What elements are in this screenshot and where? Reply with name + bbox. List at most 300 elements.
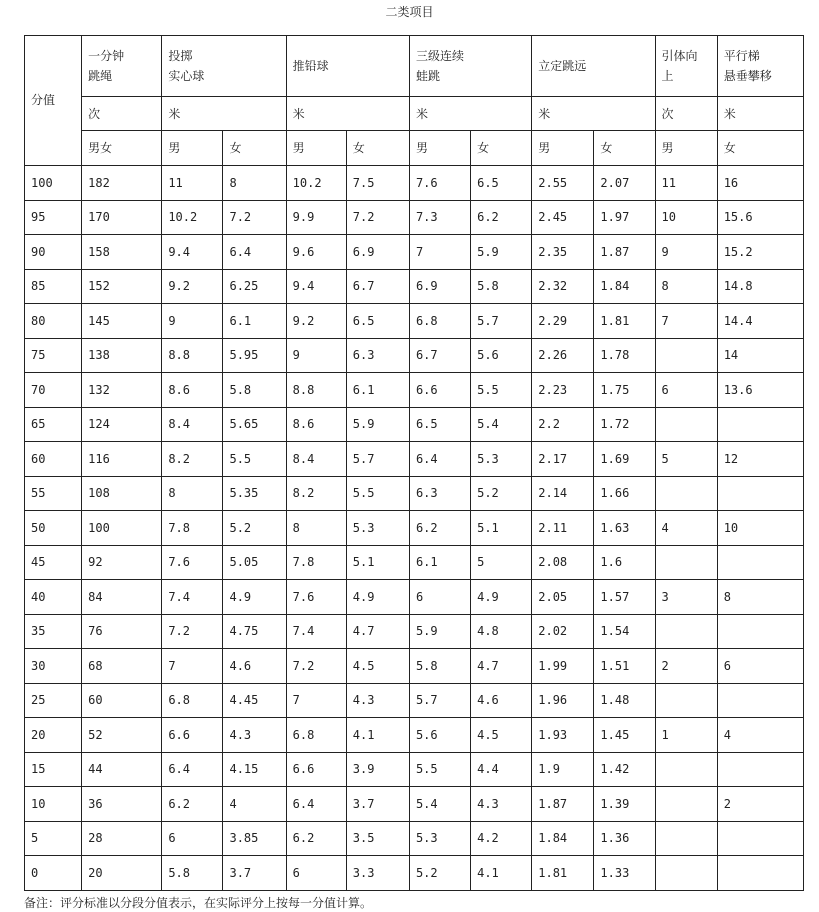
table-cell: 8 <box>286 511 346 546</box>
table-cell: 10.2 <box>286 166 346 201</box>
event-header-line: 蛙跳 <box>415 69 440 83</box>
table-cell: 6 <box>286 856 346 891</box>
table-cell: 6 <box>655 373 717 408</box>
table-cell: 1.54 <box>594 614 655 649</box>
table-cell: 5.2 <box>223 511 286 546</box>
event-header-line: 悬垂攀移 <box>723 69 772 83</box>
table-cell: 7.2 <box>223 200 286 235</box>
table-row <box>25 649 804 684</box>
table-cell: 5.2 <box>471 476 532 511</box>
header-row-genders <box>25 131 804 166</box>
table-row <box>25 683 804 718</box>
table-cell: 5.4 <box>409 787 470 822</box>
table-cell: 4.15 <box>223 752 286 787</box>
table-row <box>25 476 804 511</box>
table-cell <box>717 683 803 718</box>
table-row <box>25 166 804 201</box>
table-cell: 5.7 <box>346 442 409 477</box>
table-cell: 9 <box>286 338 346 373</box>
table-cell: 4.7 <box>346 614 409 649</box>
table-cell: 4 <box>655 511 717 546</box>
footnote: 备注：评分标准以分段分值表示，在实际评分上按每一分值计算。 <box>24 896 373 910</box>
table-cell: 5.2 <box>409 856 470 891</box>
table-cell: 7.4 <box>162 580 223 615</box>
table-cell <box>717 407 803 442</box>
table-row <box>25 511 804 546</box>
table-cell: 2.35 <box>532 235 594 270</box>
score-cell: 95 <box>25 200 82 235</box>
table-cell: 2.11 <box>532 511 594 546</box>
table-cell: 6.3 <box>409 476 470 511</box>
table-cell: 7 <box>162 649 223 684</box>
event-header-pull-up <box>655 36 717 97</box>
table-cell: 2.32 <box>532 269 594 304</box>
table-row <box>25 821 804 856</box>
table-cell: 5 <box>655 442 717 477</box>
table-cell: 5.4 <box>471 407 532 442</box>
event-header-line: 上 <box>661 69 674 83</box>
unit-cell: 米 <box>409 97 531 131</box>
table-row <box>25 856 804 891</box>
unit-cell: 米 <box>532 97 655 131</box>
score-cell: 50 <box>25 511 82 546</box>
table-cell: 3 <box>655 580 717 615</box>
table-cell: 7 <box>286 683 346 718</box>
score-cell: 80 <box>25 304 82 339</box>
table-cell: 9.2 <box>162 269 223 304</box>
gender-cell: 女 <box>594 131 655 166</box>
table-cell <box>717 821 803 856</box>
table-cell: 6.6 <box>409 373 470 408</box>
table-cell: 4.3 <box>471 787 532 822</box>
table-cell: 158 <box>82 235 162 270</box>
table-cell: 4.6 <box>223 649 286 684</box>
table-cell: 6.9 <box>346 235 409 270</box>
table-cell: 7.6 <box>162 545 223 580</box>
table-cell: 1.42 <box>594 752 655 787</box>
gender-cell: 男 <box>655 131 717 166</box>
gender-cell: 男 <box>409 131 470 166</box>
table-cell: 1.39 <box>594 787 655 822</box>
table-cell: 9.2 <box>286 304 346 339</box>
table-cell: 2.08 <box>532 545 594 580</box>
table-cell: 44 <box>82 752 162 787</box>
score-cell: 20 <box>25 718 82 753</box>
table-cell: 3.7 <box>223 856 286 891</box>
unit-cell: 次 <box>655 97 717 131</box>
table-cell: 7.8 <box>162 511 223 546</box>
table-cell: 182 <box>82 166 162 201</box>
table-row <box>25 614 804 649</box>
table-cell: 1.78 <box>594 338 655 373</box>
table-cell: 1.45 <box>594 718 655 753</box>
event-header-line: 投掷 <box>168 49 193 63</box>
table-cell: 92 <box>82 545 162 580</box>
table-cell <box>655 545 717 580</box>
table-cell: 14.8 <box>717 269 803 304</box>
table-cell: 16 <box>717 166 803 201</box>
table-row <box>25 373 804 408</box>
score-header: 分值 <box>25 36 82 166</box>
table-cell: 4.5 <box>346 649 409 684</box>
score-cell: 55 <box>25 476 82 511</box>
table-cell: 15.6 <box>717 200 803 235</box>
table-cell: 2 <box>717 787 803 822</box>
table-cell <box>655 683 717 718</box>
gender-cell: 女 <box>346 131 409 166</box>
table-cell: 6.25 <box>223 269 286 304</box>
table-cell: 3.85 <box>223 821 286 856</box>
table-cell: 5.8 <box>409 649 470 684</box>
table-cell: 5.5 <box>223 442 286 477</box>
table-cell: 5.9 <box>346 407 409 442</box>
table-cell: 4.6 <box>471 683 532 718</box>
table-cell: 4.9 <box>471 580 532 615</box>
table-cell: 8 <box>223 166 286 201</box>
table-cell: 8.2 <box>286 476 346 511</box>
table-row <box>25 752 804 787</box>
table-cell <box>655 338 717 373</box>
table-cell: 8.2 <box>162 442 223 477</box>
table-cell: 1.87 <box>532 787 594 822</box>
table-cell: 4.8 <box>471 614 532 649</box>
table-cell <box>717 476 803 511</box>
table-cell: 7.6 <box>409 166 470 201</box>
event-header-line: 立定跳远 <box>538 59 587 73</box>
table-row <box>25 304 804 339</box>
table-cell <box>655 407 717 442</box>
gender-cell: 女 <box>223 131 286 166</box>
table-row <box>25 787 804 822</box>
event-header-line: 引体向 <box>661 49 698 63</box>
score-cell: 0 <box>25 856 82 891</box>
table-cell: 2.17 <box>532 442 594 477</box>
table-cell: 6.5 <box>409 407 470 442</box>
table-cell: 7.2 <box>162 614 223 649</box>
table-cell: 6.8 <box>409 304 470 339</box>
table-cell: 1.57 <box>594 580 655 615</box>
table-cell: 1.87 <box>594 235 655 270</box>
table-cell: 1.99 <box>532 649 594 684</box>
gender-cell: 男 <box>286 131 346 166</box>
table-cell: 6.7 <box>346 269 409 304</box>
table-cell: 124 <box>82 407 162 442</box>
table-cell: 5.5 <box>471 373 532 408</box>
table-cell <box>655 614 717 649</box>
table-cell: 1.84 <box>594 269 655 304</box>
table-cell: 3.9 <box>346 752 409 787</box>
event-header-long-jump <box>532 36 655 97</box>
event-header-ladder <box>717 36 803 97</box>
table-cell: 9 <box>655 235 717 270</box>
table-cell: 2.29 <box>532 304 594 339</box>
gender-cell: 男女 <box>82 131 162 166</box>
table-cell: 5.35 <box>223 476 286 511</box>
header-row-units <box>25 97 804 131</box>
table-cell: 2.45 <box>532 200 594 235</box>
table-cell: 5.9 <box>409 614 470 649</box>
table-cell: 9.6 <box>286 235 346 270</box>
table-cell: 6.1 <box>223 304 286 339</box>
table-cell: 11 <box>162 166 223 201</box>
table-cell: 15.2 <box>717 235 803 270</box>
table-cell: 7.2 <box>346 200 409 235</box>
table-cell: 10 <box>655 200 717 235</box>
table-cell: 1.97 <box>594 200 655 235</box>
table-cell: 2.14 <box>532 476 594 511</box>
table-cell: 8 <box>162 476 223 511</box>
table-cell: 6.5 <box>471 166 532 201</box>
table-cell: 5.3 <box>346 511 409 546</box>
table-cell: 4.3 <box>346 683 409 718</box>
table-cell: 108 <box>82 476 162 511</box>
table-cell: 5.1 <box>471 511 532 546</box>
table-cell: 1.48 <box>594 683 655 718</box>
table-cell: 1.36 <box>594 821 655 856</box>
table-cell: 1.72 <box>594 407 655 442</box>
table-cell: 5.7 <box>471 304 532 339</box>
table-cell: 5.8 <box>471 269 532 304</box>
table-cell: 4.7 <box>471 649 532 684</box>
table-cell: 2.2 <box>532 407 594 442</box>
table-cell: 2.05 <box>532 580 594 615</box>
table-cell: 1.96 <box>532 683 594 718</box>
score-cell: 25 <box>25 683 82 718</box>
table-cell: 5.05 <box>223 545 286 580</box>
score-cell: 75 <box>25 338 82 373</box>
table-row <box>25 442 804 477</box>
table-row <box>25 407 804 442</box>
table-cell: 6.4 <box>223 235 286 270</box>
table-cell: 152 <box>82 269 162 304</box>
table-cell: 60 <box>82 683 162 718</box>
table-cell: 4.1 <box>471 856 532 891</box>
event-header-rope <box>82 36 162 97</box>
table-cell: 7.4 <box>286 614 346 649</box>
table-cell: 1.66 <box>594 476 655 511</box>
table-row <box>25 200 804 235</box>
table-row <box>25 269 804 304</box>
table-cell: 12 <box>717 442 803 477</box>
table-cell: 2.26 <box>532 338 594 373</box>
header-row-events <box>25 36 804 97</box>
table-cell: 5.7 <box>409 683 470 718</box>
table-cell: 10 <box>717 511 803 546</box>
table-cell: 4.1 <box>346 718 409 753</box>
table-cell: 6.4 <box>286 787 346 822</box>
table-cell: 6.1 <box>409 545 470 580</box>
table-cell: 5 <box>471 545 532 580</box>
table-cell: 7.8 <box>286 545 346 580</box>
table-cell: 1.6 <box>594 545 655 580</box>
table-row <box>25 545 804 580</box>
table-row <box>25 580 804 615</box>
table-cell: 1.75 <box>594 373 655 408</box>
table-cell: 4.75 <box>223 614 286 649</box>
table-cell: 36 <box>82 787 162 822</box>
table-cell: 10.2 <box>162 200 223 235</box>
table-cell: 5.6 <box>471 338 532 373</box>
table-cell: 5.65 <box>223 407 286 442</box>
unit-cell: 米 <box>286 97 409 131</box>
score-cell: 65 <box>25 407 82 442</box>
unit-cell: 米 <box>162 97 286 131</box>
table-cell: 6.5 <box>346 304 409 339</box>
table-cell: 8.8 <box>162 338 223 373</box>
table-cell: 170 <box>82 200 162 235</box>
table-cell: 1 <box>655 718 717 753</box>
table-cell: 2.02 <box>532 614 594 649</box>
event-header-shot-put <box>286 36 409 97</box>
table-cell: 6.6 <box>286 752 346 787</box>
table-cell <box>717 752 803 787</box>
event-header-line: 一分钟 <box>88 49 125 63</box>
unit-cell: 次 <box>82 97 162 131</box>
score-cell: 5 <box>25 821 82 856</box>
table-cell: 7 <box>655 304 717 339</box>
event-header-line: 推铅球 <box>292 59 329 73</box>
table-cell: 6 <box>717 649 803 684</box>
event-header-frog-jump <box>409 36 531 97</box>
table-cell: 6.2 <box>286 821 346 856</box>
score-cell: 85 <box>25 269 82 304</box>
table-cell: 3.5 <box>346 821 409 856</box>
table-cell: 145 <box>82 304 162 339</box>
score-cell: 45 <box>25 545 82 580</box>
table-cell: 1.33 <box>594 856 655 891</box>
table-cell: 6.1 <box>346 373 409 408</box>
table-cell: 5.3 <box>471 442 532 477</box>
table-cell: 5.6 <box>409 718 470 753</box>
event-header-line: 平行梯 <box>723 49 760 63</box>
table-cell: 6.4 <box>409 442 470 477</box>
table-cell: 3.3 <box>346 856 409 891</box>
table-cell: 8.4 <box>286 442 346 477</box>
table-cell: 100 <box>82 511 162 546</box>
table-cell <box>655 821 717 856</box>
event-header-medicine-ball <box>162 36 286 97</box>
score-cell: 60 <box>25 442 82 477</box>
table-cell: 138 <box>82 338 162 373</box>
gender-cell: 男 <box>162 131 223 166</box>
table-cell: 6.6 <box>162 718 223 753</box>
table-cell: 7.5 <box>346 166 409 201</box>
score-cell: 70 <box>25 373 82 408</box>
table-cell: 6.2 <box>162 787 223 822</box>
gender-cell: 女 <box>717 131 803 166</box>
table-cell: 9.9 <box>286 200 346 235</box>
table-cell: 132 <box>82 373 162 408</box>
table-cell: 4.9 <box>223 580 286 615</box>
table-cell: 7 <box>409 235 470 270</box>
table-cell: 14.4 <box>717 304 803 339</box>
table-cell: 4.5 <box>471 718 532 753</box>
table-cell: 28 <box>82 821 162 856</box>
table-cell: 13.6 <box>717 373 803 408</box>
table-cell: 5.8 <box>162 856 223 891</box>
score-cell: 90 <box>25 235 82 270</box>
table-cell: 9.4 <box>286 269 346 304</box>
table-cell <box>717 614 803 649</box>
table-cell: 2 <box>655 649 717 684</box>
event-header-line: 实心球 <box>168 69 205 83</box>
table-cell <box>717 545 803 580</box>
table-cell: 6.7 <box>409 338 470 373</box>
table-cell <box>655 752 717 787</box>
unit-cell: 米 <box>717 97 803 131</box>
table-cell: 8 <box>655 269 717 304</box>
table-cell: 1.9 <box>532 752 594 787</box>
table-cell: 1.69 <box>594 442 655 477</box>
table-cell: 76 <box>82 614 162 649</box>
gender-cell: 男 <box>532 131 594 166</box>
table-cell: 14 <box>717 338 803 373</box>
table-cell: 9.4 <box>162 235 223 270</box>
table-cell: 6.9 <box>409 269 470 304</box>
score-cell: 10 <box>25 787 82 822</box>
table-cell: 8 <box>717 580 803 615</box>
table-cell: 9 <box>162 304 223 339</box>
table-cell: 2.55 <box>532 166 594 201</box>
table-cell: 8.4 <box>162 407 223 442</box>
table-cell: 1.93 <box>532 718 594 753</box>
table-cell: 52 <box>82 718 162 753</box>
table-cell: 2.07 <box>594 166 655 201</box>
table-cell: 4.45 <box>223 683 286 718</box>
table-cell: 4.3 <box>223 718 286 753</box>
table-cell: 6 <box>162 821 223 856</box>
table-cell: 1.63 <box>594 511 655 546</box>
table-cell: 6.4 <box>162 752 223 787</box>
table-cell: 11 <box>655 166 717 201</box>
table-cell: 8.8 <box>286 373 346 408</box>
table-body <box>25 36 804 891</box>
event-header-line: 三级连续 <box>415 49 464 63</box>
table-cell: 1.81 <box>532 856 594 891</box>
table-cell: 1.84 <box>532 821 594 856</box>
table-cell <box>655 856 717 891</box>
table-cell: 68 <box>82 649 162 684</box>
table-cell <box>717 856 803 891</box>
page-title: 二类项目 <box>385 5 434 19</box>
table-cell: 84 <box>82 580 162 615</box>
table-cell: 20 <box>82 856 162 891</box>
score-cell: 15 <box>25 752 82 787</box>
scoring-table <box>24 35 804 891</box>
table-cell: 6 <box>409 580 470 615</box>
table-cell <box>655 787 717 822</box>
table-cell: 2.23 <box>532 373 594 408</box>
table-cell: 5.9 <box>471 235 532 270</box>
table-cell: 8.6 <box>286 407 346 442</box>
table-cell: 7.2 <box>286 649 346 684</box>
table-cell: 7.6 <box>286 580 346 615</box>
score-cell: 100 <box>25 166 82 201</box>
table-cell: 7.3 <box>409 200 470 235</box>
table-cell: 4.4 <box>471 752 532 787</box>
table-cell: 6.2 <box>471 200 532 235</box>
table-cell: 3.7 <box>346 787 409 822</box>
table-cell: 4 <box>717 718 803 753</box>
table-cell: 116 <box>82 442 162 477</box>
table-cell: 1.51 <box>594 649 655 684</box>
table-cell: 6.8 <box>286 718 346 753</box>
table-cell: 5.95 <box>223 338 286 373</box>
table-cell: 8.6 <box>162 373 223 408</box>
table-cell: 5.5 <box>409 752 470 787</box>
table-cell: 5.1 <box>346 545 409 580</box>
table-cell: 4.9 <box>346 580 409 615</box>
